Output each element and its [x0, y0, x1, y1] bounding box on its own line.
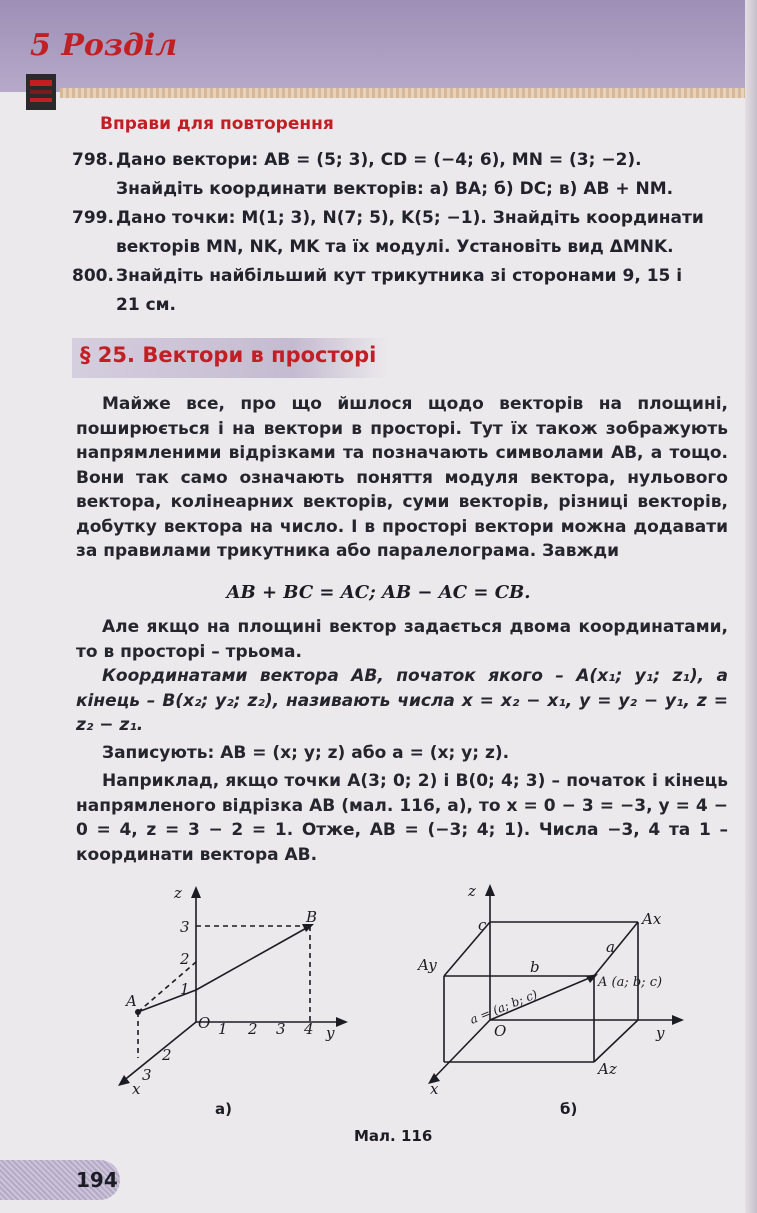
label-az: Az: [598, 1060, 617, 1078]
label-a-point: A (a; b; c): [598, 975, 663, 990]
edge-c-label: c: [478, 916, 487, 934]
x-tick: 2: [162, 1046, 172, 1064]
exercise-text: векторів MN, NK, MK та їх модулі. Установіть вид ΔMNK.: [116, 237, 674, 257]
label-ay: Ay: [418, 956, 437, 974]
paragraph-intro: Майже все, про що йшлося щодо векторів на площині, поширюється і на вектори в просторі. Тут їх також зображують напрямленими відрізками та позначають символами AB, a тощо. Вони так само означають поняття модуля вектора, нульового вектора, колінеарних векторів, суми векторів, різниці векторів, добутку вектора на число. І в просторі вектори можна додавати за правилами трикутника або паралелограма. Завжди: [76, 394, 728, 561]
y-tick: 1: [218, 1020, 228, 1038]
edge-a-label: a: [606, 938, 615, 956]
paragraph-coordinates-intro: Але якщо на площині вектор задається двома координатами, то в просторі – трьома.: [76, 617, 728, 662]
header-stripe: [60, 88, 757, 98]
exercise-800: [72, 262, 732, 320]
book-icon: [24, 72, 58, 112]
exercise-number: 800.: [72, 266, 114, 286]
axis-x-label: x: [132, 1080, 141, 1098]
chapter-label: 5 Розділ: [30, 28, 178, 63]
axis-z-label: z: [174, 884, 182, 902]
exercise-text: Знайдіть найбільший кут трикутника зі сторонами 9, 15 і: [116, 266, 683, 286]
z-tick: 1: [180, 980, 190, 998]
exercise-number: 798.: [72, 150, 114, 170]
axis-y-label: y: [656, 1024, 665, 1042]
edge-b-label: b: [530, 958, 540, 976]
exercise-text: 21 см.: [116, 295, 177, 315]
page-edge: [745, 0, 757, 1213]
vector-label: a = (a; b; c): [467, 987, 540, 1027]
origin-label: O: [494, 1022, 507, 1040]
axis-y-label: y: [326, 1024, 335, 1042]
origin-label: O: [198, 1014, 211, 1032]
figure-caption: Мал. 116: [354, 1127, 433, 1145]
axis-x-label: x: [430, 1080, 439, 1098]
y-tick: 2: [248, 1020, 258, 1038]
z-tick: 3: [180, 918, 190, 936]
figure-a-caption: а): [215, 1100, 232, 1118]
section-title: § 25. Вектори в просторі: [80, 343, 377, 367]
y-tick: 3: [276, 1020, 286, 1038]
paragraph-notation: Записують: AB = (x; y; z) або a = (x; y; z).: [102, 743, 510, 763]
exercise-text: Дано точки: M(1; 3), N(7; 5), K(5; −1). Знайдіть координати: [116, 208, 704, 228]
point-b-label: B: [306, 908, 318, 926]
figure-b-caption: б): [560, 1100, 578, 1118]
exercise-799: [72, 204, 732, 262]
definition-vector-coordinates: Координатами вектора AB, початок якого – A(x₁; y₁; z₁), а кінець – B(x₂; y₂; z₂), називають числа x = x₂ − x₁, y = y₂ − y₁, z = z₂ − z₁.: [76, 666, 728, 735]
paragraph-example: Наприклад, якщо точки A(3; 0; 2) і B(0; 4; 3) – початок і кінець напрямленого відрізка AB (мал. 116, а), то x = 0 − 3 = −3, y = 4 − 0 = 4, z = 3 − 2 = 1. Отже, AB = (−3; 4; 1). Числа −3, 4 та 1 – координати вектора AB.: [76, 771, 728, 865]
figure-b: [410, 882, 700, 1102]
x-tick: 3: [142, 1066, 152, 1084]
axis-z-label: z: [468, 882, 476, 900]
formula-vector-rules: AB + BC = AC; AB − AC = CB.: [226, 582, 531, 603]
label-ax: Ax: [642, 910, 662, 928]
exercise-798: [72, 146, 732, 204]
y-tick: 4: [304, 1020, 314, 1038]
exercises-heading: Вправи для повторення: [100, 114, 334, 134]
page-number: 194: [76, 1168, 118, 1192]
z-tick: 2: [180, 950, 190, 968]
exercise-number: 799.: [72, 208, 114, 228]
point-a-label: A: [126, 992, 137, 1010]
exercise-text: Дано вектори: AB = (5; 3), CD = (−4; 6), MN = (3; −2).: [116, 150, 642, 170]
figure-a: [100, 882, 360, 1102]
exercise-text: Знайдіть координати векторів: а) BA; б) DC; в) AB + NM.: [116, 179, 674, 199]
